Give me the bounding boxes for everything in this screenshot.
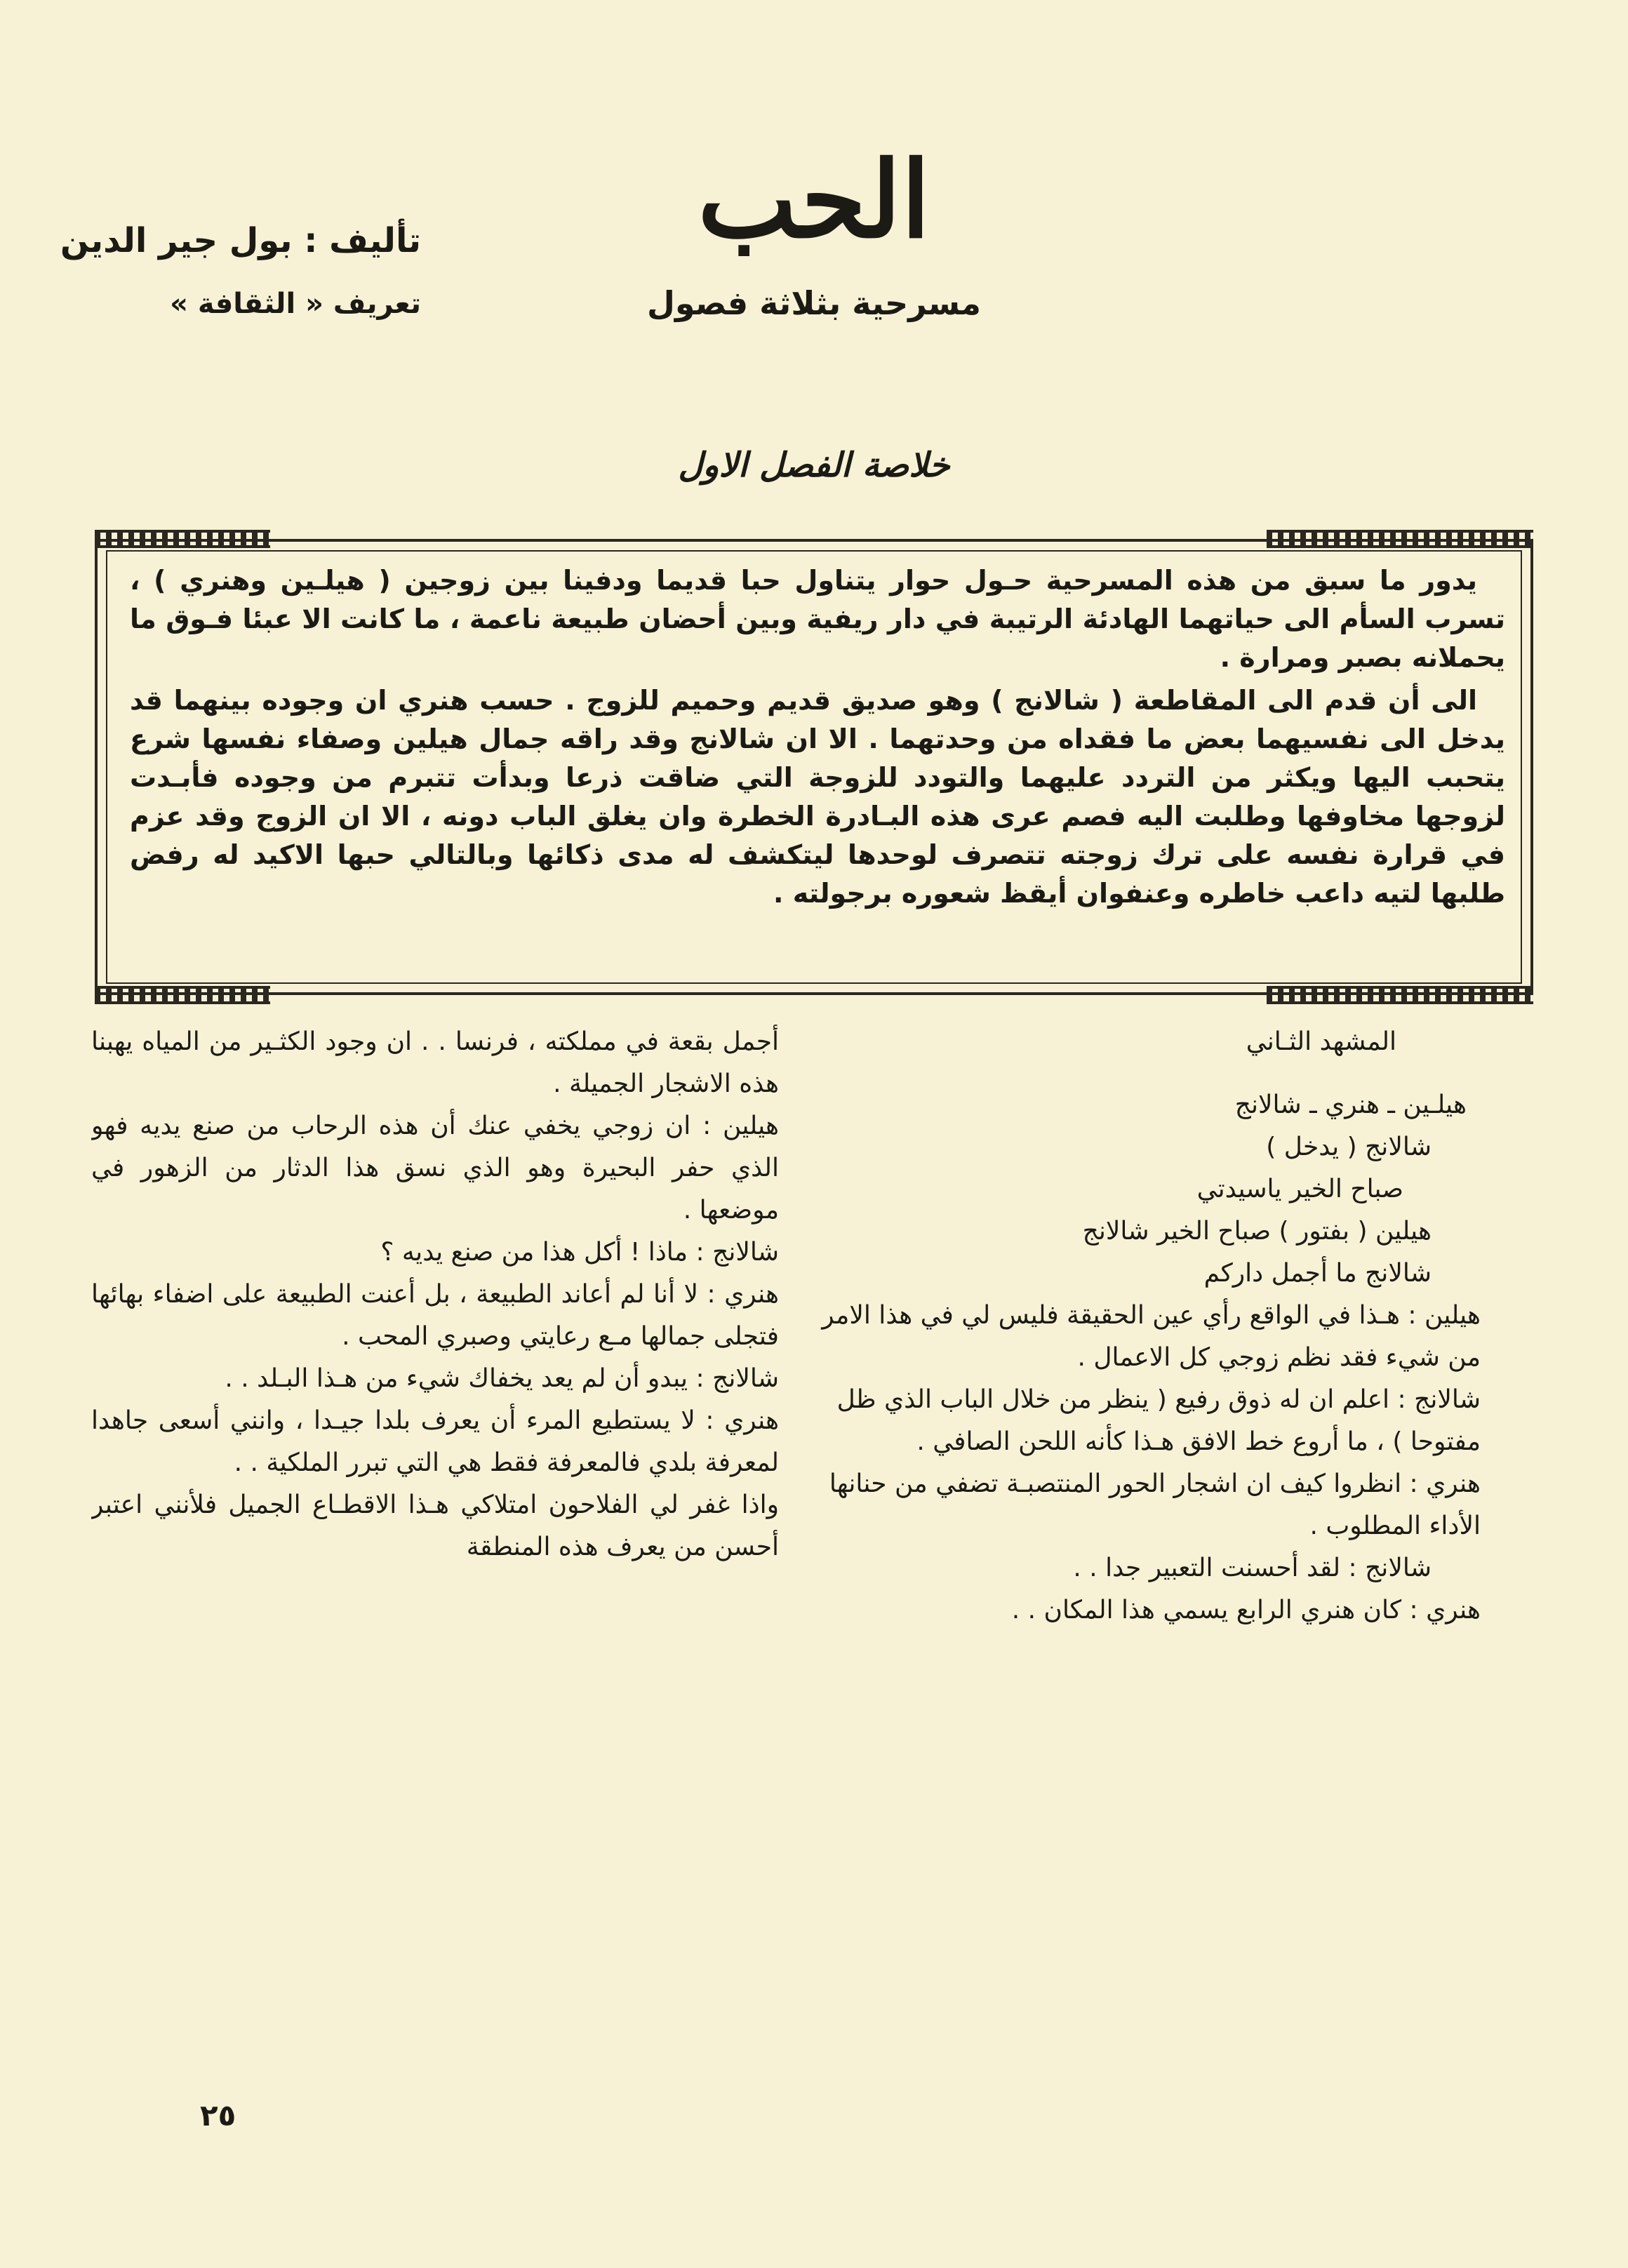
dialogue-line: هيلين ( بفتور ) صباح الخير شالانج [1082,1217,1432,1246]
dialogue-line: هيلين : هـذا في الواقع رأي عين الحقيقة فليس لي في هذا الامر من شيء فقد نظم زوجي كل الاعمال . [822,1301,1481,1372]
cast-list: هيلـين ـ هنري ـ شالانج [1234,1090,1467,1119]
dialogue-line: هيلين : ان زوجي يخفي عنك أن هذه الرحاب من صنع يديه فهو الذي حفر البحيرة وهو الذي نسق هذا الدثار من الزهور في موضعها . [91,1112,779,1225]
dialogue-line: هنري : كان هنري الرابع يسمي هذا المكان . . [1011,1596,1481,1625]
dialogue-line: شالانج : يبدو أن لم يعد يخفاك شيء من هـذا البـلد . . [225,1364,779,1393]
left-column [91,1021,779,2053]
dialogue-line: هنري : انظروا كيف ان اشجار الحور المنتصبـة تضفي من حنانها الأداء المطلوب . [829,1469,1481,1540]
dialogue-line: شالانج ( يدخل ) [1266,1133,1432,1161]
dialogue-line: شالانج : ماذا ! أكل هذا من صنع يديه ؟ [380,1238,779,1267]
dialogue-line: صباح الخير ياسيدتي [1196,1175,1403,1203]
dialogue-line: شالانج : لقد أحسنت التعبير جدا . . [1073,1554,1432,1582]
play-title: الحب [698,138,930,262]
play-subtitle: مسرحية بثلاثة فصول [646,284,982,322]
dialogue-line: هنري : لا يستطيع المرء أن يعرف بلدا جيـدا ، وانني أسعى جاهدا لمعرفة بلدي فالمعرفة فقط هي التي تبرر الملكية . . [91,1406,779,1477]
author-credit: تأليف : بول جير الدين [60,221,421,260]
dialogue-line: أجمل بقعة في مملكته ، فرنسا . . ان وجود الكثـير من المياه يهبنا هذه الاشجار الجميلة . [91,1027,779,1098]
frame-ornament-top-right [1267,530,1533,548]
dialogue-line: هنري : لا أنا لم أعاند الطبيعة ، بل أعنت الطبيعة على اضفاء بهائها فتجلى جمالها مـع رعايتي وصبري المحب . [91,1280,779,1351]
translation-credit: تعريف « الثقافة » [170,288,421,320]
dialogue-line: شالانج ما أجمل داركم [1203,1259,1432,1288]
scene-title: المشهد الثـاني [1246,1027,1396,1056]
frame-ornament-bottom-right [1267,986,1533,1004]
summary-heading: خلاصة الفصل الاول [678,446,950,485]
dialogue-line: شالانج : اعلم ان له ذوق رفيع ( ينظر من خلال الباب الذي ظل مفتوحا ) ، ما أروع خط الافق هـذا كأنه اللحن الصافي . [836,1385,1481,1456]
right-column [807,1021,1481,2053]
page-number: ٢٥ [200,2098,236,2133]
dialogue-line: واذا غفر لي الفلاحون امتلاكي هـذا الاقطـاع الجميل فلأنني اعتبر أحسن من يعرف هذه المنطقة [91,1490,779,1561]
summary-paragraph: يدور ما سبق من هذه المسرحية حـول حوار يتناول حبا قديما ودفينا بين زوجين ( هيلـين وهنري ) ، تسرب السأم الى حياتهما الهادئة الرتيبة في دار ريفية وبين أحضان طبيعة ناعمة ، ما كانت الا عبئا فـوق ما يحملانه بصبر ومرارة . [130,565,1505,673]
summary-text [130,561,1505,982]
summary-paragraph: الى أن قدم الى المقاطعة ( شالانج ) وهو صديق قديم وحميم للزوج . حسب هنري ان وجوده بينهما قد يدخل الى نفسيهما بعض ما فقداه من وحدتهما . الا ان شالانج وقد راقه جمال هيلين وصفاء نفسها شرع يتحبب اليها ويكثر من التردد عليهما والتودد للزوجة التي ضاقت ذرعا وبدأت تتبرم من وجوده فأبـدت لزوجها مخاوفها وطلبت اليه فصم عرى هذه البـادرة الخطرة وان يغلق الباب دونه ، الا ان الزوج وقد عزم في قرارة نفسه على ترك زوجته تتصرف لوحدها ليتكشف له مدى ذكائها وبالتالي حبها الاكيد له رفض طلبها لتيه داعب خاطره وعنفوان أيقظ شعوره برجولته . [130,685,1505,909]
frame-ornament-top-left [95,530,270,548]
frame-ornament-bottom-left [95,986,270,1004]
